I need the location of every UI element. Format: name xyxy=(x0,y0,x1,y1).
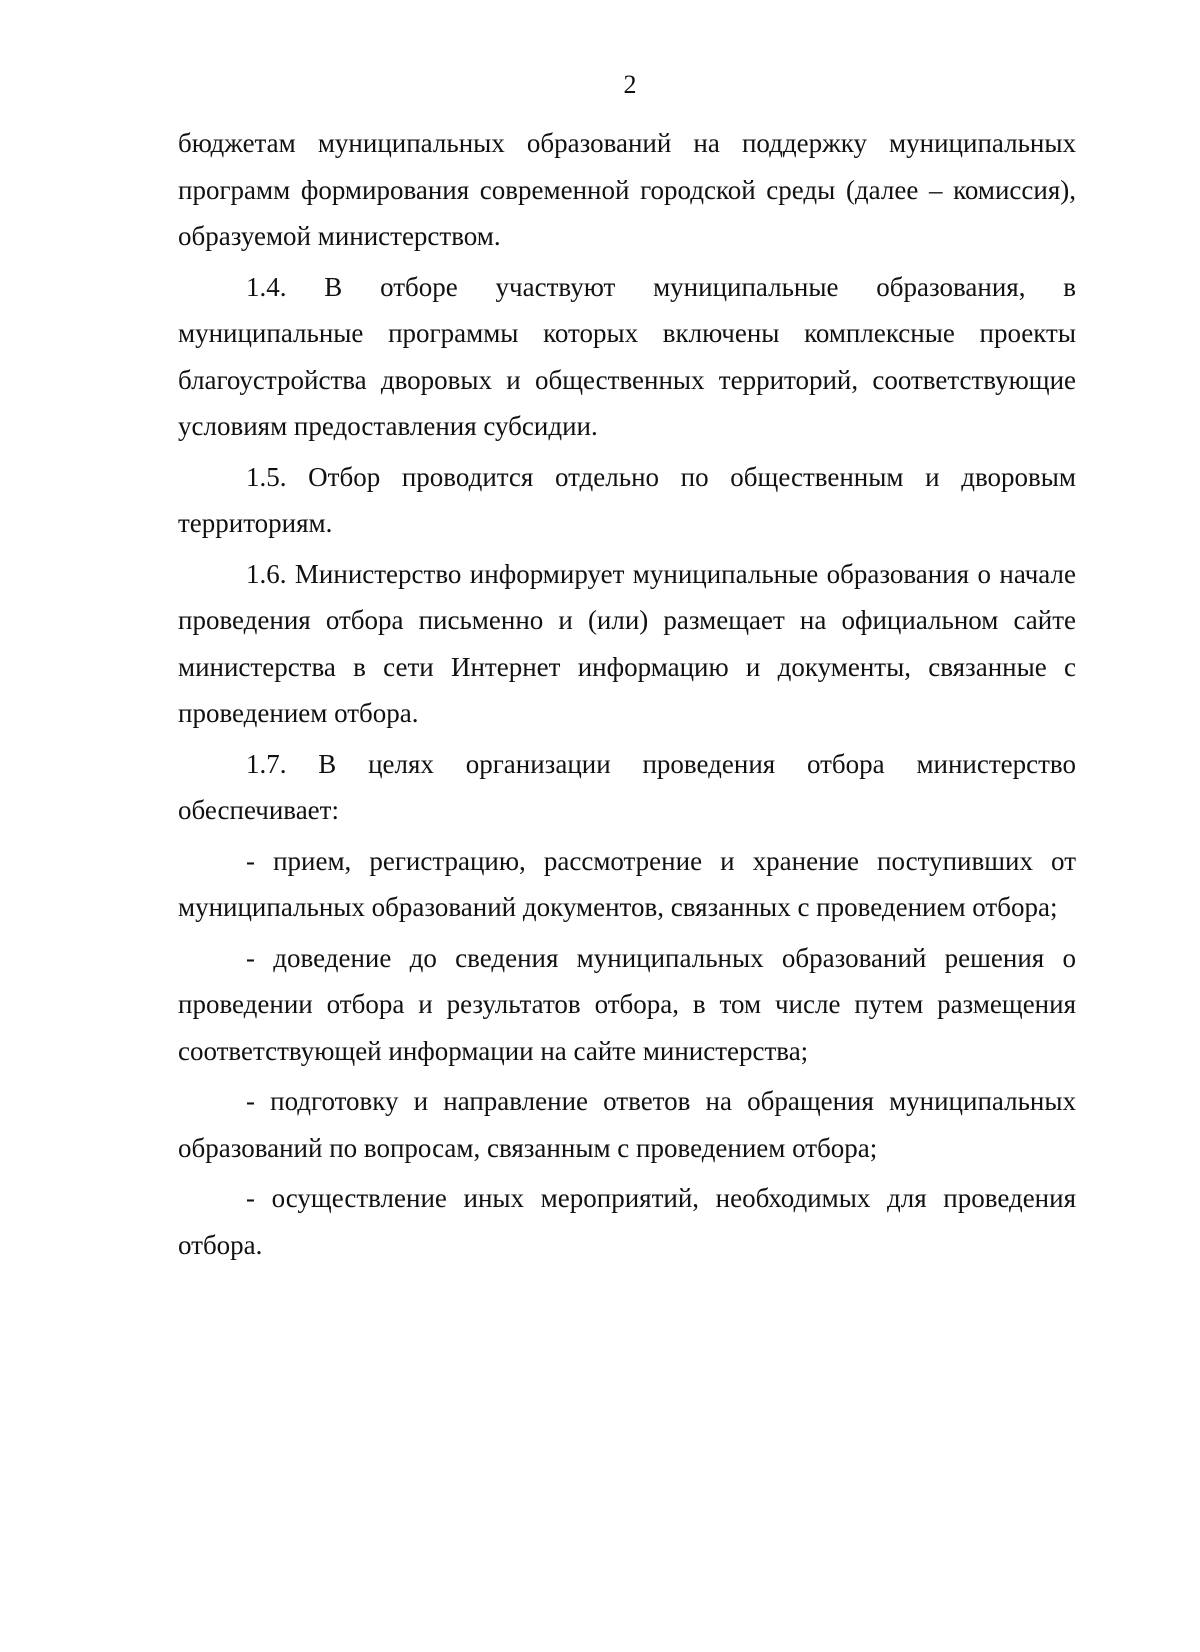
list-item-notification: - доведение до сведения муниципальных образований решения о проведении отбора и результатов отбора, в том числе путем размещения соответствующей информации на сайте министерства; xyxy=(178,942,1076,1066)
list-item-other-activities: - осуществление иных мероприятий, необходимых для проведения отбора. xyxy=(178,1183,1076,1260)
list-item-reception: - прием, регистрацию, рассмотрение и хранение поступивших от муниципальных образований документов, связанных с проведением отбора; xyxy=(178,845,1076,922)
paragraph-1-7: 1.7. В целях организации проведения отбора министерство обеспечивает: xyxy=(178,748,1076,825)
paragraph-1-4: 1.4. В отборе участвуют муниципальные образования, в муниципальные программы которых включены комплексные проекты благоустройства дворовых и общественных территорий, соответствующие условиям предоставления субсидии. xyxy=(178,271,1076,441)
document-body xyxy=(178,120,1076,1268)
page-number: 2 xyxy=(623,70,637,99)
paragraph-1-6: 1.6. Министерство информирует муниципальные образования о начале проведения отбора письменно и (или) размещает на официальном сайте министерства в сети Интернет информацию и документы, связанные с проведением отбора. xyxy=(178,558,1076,728)
paragraph-1-5: 1.5. Отбор проводится отдельно по общественным и дворовым территориям. xyxy=(178,461,1076,538)
paragraph-continuation: бюджетам муниципальных образований на поддержку муниципальных программ формирования современной городской среды (далее – комиссия), образуемой министерством. xyxy=(178,128,1076,251)
list-item-responses: - подготовку и направление ответов на обращения муниципальных образований по вопросам, связанным с проведением отбора; xyxy=(178,1086,1076,1163)
